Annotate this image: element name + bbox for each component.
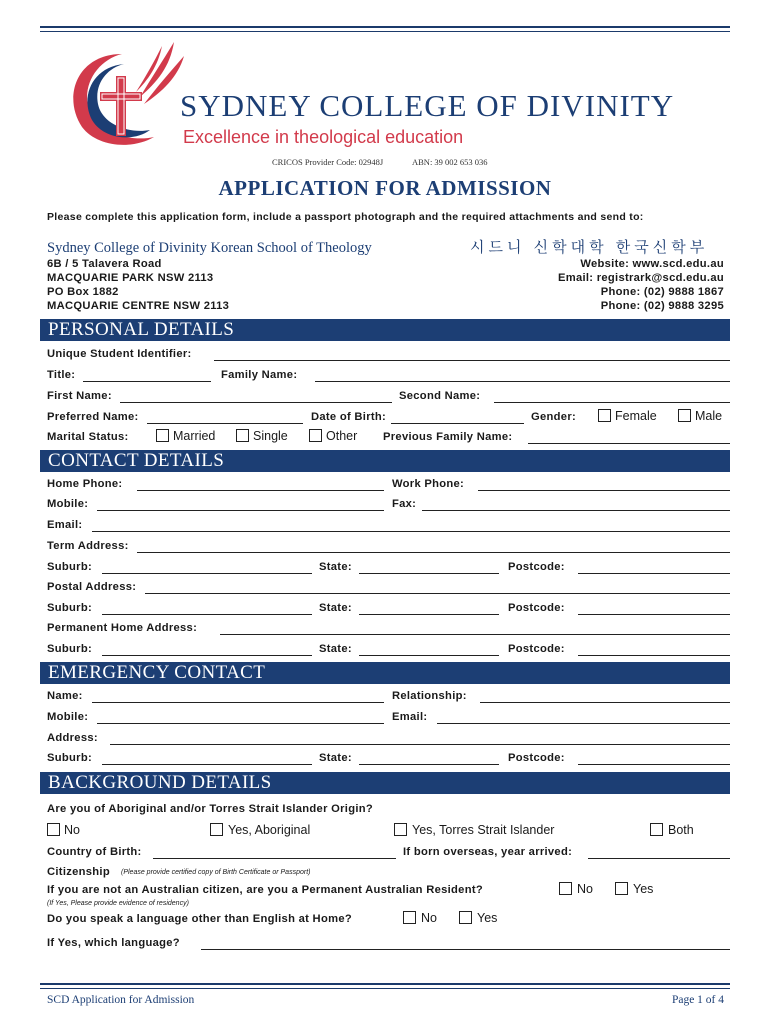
permanent-address-field[interactable] [220, 634, 730, 635]
logo-flame [136, 42, 184, 104]
other-checkbox[interactable] [309, 429, 322, 442]
single-checkbox[interactable] [236, 429, 249, 442]
dob-field[interactable] [391, 423, 524, 424]
address-line-1: 6B / 5 Talavera Road [47, 258, 162, 270]
first-name-label: First Name: [47, 390, 112, 402]
language-yes-checkbox[interactable] [459, 911, 472, 924]
email-label: Email: [47, 519, 83, 531]
both-label: Both [668, 823, 694, 837]
top-rule [40, 26, 730, 28]
preferred-name-label: Preferred Name: [47, 411, 139, 423]
contact-details-heading [40, 450, 730, 472]
college-tagline: Excellence in theological education [183, 127, 464, 147]
both-checkbox[interactable] [650, 823, 663, 836]
yes-torres-checkbox[interactable] [394, 823, 407, 836]
postal-postcode-label: Postcode: [508, 602, 565, 614]
form-title: APPLICATION FOR ADMISSION [218, 176, 552, 200]
relationship-field[interactable] [480, 702, 730, 703]
previous-family-name-field[interactable] [528, 443, 730, 444]
postal-postcode-field[interactable] [578, 614, 730, 615]
citizenship-label: Citizenship [47, 866, 110, 878]
address-line-4: MACQUARIE CENTRE NSW 2113 [47, 300, 230, 312]
preferred-name-field[interactable] [147, 423, 303, 424]
background-details-heading-text: BACKGROUND DETAILS [48, 772, 272, 793]
emergency-mobile-field[interactable] [97, 723, 384, 724]
family-name-field[interactable] [315, 381, 730, 382]
single-label: Single [253, 429, 288, 443]
citizenship-note: (Please provide certified copy of Birth Certificate or Passport) [121, 869, 311, 876]
college-logo [62, 42, 192, 157]
relationship-label: Relationship: [392, 690, 467, 702]
dob-label: Date of Birth: [311, 411, 387, 423]
footer-left: SCD Application for Admission [47, 994, 195, 1006]
term-address-label: Term Address: [47, 540, 129, 552]
year-arrived-label: If born overseas, year arrived: [403, 846, 573, 858]
other-label: Other [326, 429, 358, 443]
website: Website: www.scd.edu.au [580, 258, 724, 270]
phone-1: Phone: (02) 9888 1867 [600, 286, 724, 298]
yes-aboriginal-label: Yes, Aboriginal [228, 823, 311, 837]
background-details-heading [40, 772, 730, 794]
postal-address-label: Postal Address: [47, 581, 137, 593]
resident-question: If you are not an Australian citizen, are you a Permanent Australian Resident? [47, 884, 483, 896]
usi-field[interactable] [214, 360, 730, 361]
aboriginal-question: Are you of Aboriginal and/or Torres Strait Islander Origin? [47, 803, 374, 815]
second-name-field[interactable] [494, 402, 730, 403]
emergency-suburb-field[interactable] [102, 764, 312, 765]
fax-field[interactable] [422, 510, 730, 511]
fax-label: Fax: [392, 498, 417, 510]
emergency-postcode-field[interactable] [578, 764, 730, 765]
phone-2: Phone: (02) 9888 3295 [600, 300, 724, 312]
resident-yes-label: Yes [633, 882, 654, 896]
emergency-address-label: Address: [47, 732, 98, 744]
emergency-mobile-label: Mobile: [47, 711, 89, 723]
family-name-label: Family Name: [221, 369, 298, 381]
work-phone-label: Work Phone: [392, 478, 465, 490]
which-language-label: If Yes, which language? [47, 937, 180, 949]
male-checkbox[interactable] [678, 409, 691, 422]
emergency-contact-heading [40, 662, 730, 684]
resident-no-checkbox[interactable] [559, 882, 572, 895]
emergency-email-field[interactable] [437, 723, 730, 724]
postal-suburb-field[interactable] [102, 614, 312, 615]
postal-suburb-label: Suburb: [47, 602, 92, 614]
emergency-contact-heading-text: EMERGENCY CONTACT [48, 662, 266, 683]
country-of-birth-field[interactable] [153, 858, 396, 859]
school-name: Sydney College of Divinity Korean School of Theology [47, 240, 372, 256]
personal-details-heading [40, 319, 730, 341]
second-name-label: Second Name: [399, 390, 481, 402]
personal-details-heading-text: PERSONAL DETAILS [48, 319, 235, 340]
country-of-birth-label: Country of Birth: [47, 846, 142, 858]
abn: ABN: 39 002 653 036 [412, 157, 488, 167]
permanent-address-label: Permanent Home Address: [47, 622, 198, 634]
mobile-label: Mobile: [47, 498, 89, 510]
permanent-state-label: State: [319, 643, 352, 655]
footer-rule [40, 983, 730, 985]
marital-status-label: Marital Status: [47, 431, 129, 443]
resident-yes-checkbox[interactable] [615, 882, 628, 895]
resident-no-label: No [577, 882, 593, 896]
permanent-postcode-field[interactable] [578, 655, 730, 656]
term-address-field[interactable] [137, 552, 730, 553]
permanent-suburb-field[interactable] [102, 655, 312, 656]
emergency-address-field[interactable] [110, 744, 730, 745]
title-label: Title: [47, 369, 76, 381]
emergency-email-label: Email: [392, 711, 428, 723]
korean-school-name: 시드니 신학대학 한국신학부 [470, 239, 709, 256]
yes-aboriginal-checkbox[interactable] [210, 823, 223, 836]
term-suburb-label: Suburb: [47, 561, 92, 573]
top-rule-thin [40, 31, 730, 32]
resident-note: (If Yes, Please provide evidence of residency) [47, 900, 189, 907]
emergency-state-label: State: [319, 752, 352, 764]
married-label: Married [173, 429, 216, 443]
term-state-label: State: [319, 561, 352, 573]
permanent-postcode-label: Postcode: [508, 643, 565, 655]
emergency-postcode-label: Postcode: [508, 752, 565, 764]
emergency-suburb-label: Suburb: [47, 752, 92, 764]
postal-state-label: State: [319, 602, 352, 614]
address-line-3: PO Box 1882 [47, 286, 119, 298]
title-field[interactable] [83, 381, 211, 382]
email-field[interactable] [92, 531, 730, 532]
mobile-field[interactable] [97, 510, 384, 511]
term-postcode-label: Postcode: [508, 561, 565, 573]
married-checkbox[interactable] [156, 429, 169, 442]
emergency-name-field[interactable] [92, 702, 384, 703]
which-language-field[interactable] [201, 949, 730, 950]
footer-page-number: Page 1 of 4 [671, 994, 724, 1006]
term-state-field[interactable] [359, 573, 499, 574]
term-suburb-field[interactable] [102, 573, 312, 574]
permanent-state-field[interactable] [359, 655, 499, 656]
home-phone-field[interactable] [137, 490, 384, 491]
language-no-label: No [421, 911, 437, 925]
permanent-suburb-label: Suburb: [47, 643, 92, 655]
usi-label: Unique Student Identifier: [47, 348, 192, 360]
yes-torres-label: Yes, Torres Strait Islander [412, 823, 555, 837]
contact-details-heading-text: CONTACT DETAILS [48, 450, 225, 471]
male-label: Male [695, 409, 723, 423]
female-label: Female [615, 409, 657, 423]
emergency-name-label: Name: [47, 690, 83, 702]
emergency-state-field[interactable] [359, 764, 499, 765]
logo-cross-horizontal [100, 92, 142, 101]
previous-family-name-label: Previous Family Name: [383, 431, 513, 443]
home-phone-label: Home Phone: [47, 478, 123, 490]
postal-address-field[interactable] [145, 593, 730, 594]
year-arrived-field[interactable] [588, 858, 730, 859]
aboriginal-no-label: No [64, 823, 80, 837]
first-name-field[interactable] [120, 402, 392, 403]
address-line-2: MACQUARIE PARK NSW 2113 [47, 272, 214, 284]
cricos-code: CRICOS Provider Code: 02948J [272, 157, 384, 167]
work-phone-field[interactable] [478, 490, 730, 491]
college-name: SYDNEY COLLEGE OF DIVINITY [180, 88, 675, 123]
gender-label: Gender: [531, 411, 576, 423]
postal-state-field[interactable] [359, 614, 499, 615]
footer-rule-thin [40, 988, 730, 989]
aboriginal-no-checkbox[interactable] [47, 823, 60, 836]
language-question: Do you speak a language other than English at Home? [47, 913, 352, 925]
term-postcode-field[interactable] [578, 573, 730, 574]
language-no-checkbox[interactable] [403, 911, 416, 924]
female-checkbox[interactable] [598, 409, 611, 422]
email: Email: registrark@scd.edu.au [557, 272, 724, 284]
language-yes-label: Yes [477, 911, 498, 925]
instructions: Please complete this application form, include a passport photograph and the required attachments and send to: [47, 211, 644, 223]
